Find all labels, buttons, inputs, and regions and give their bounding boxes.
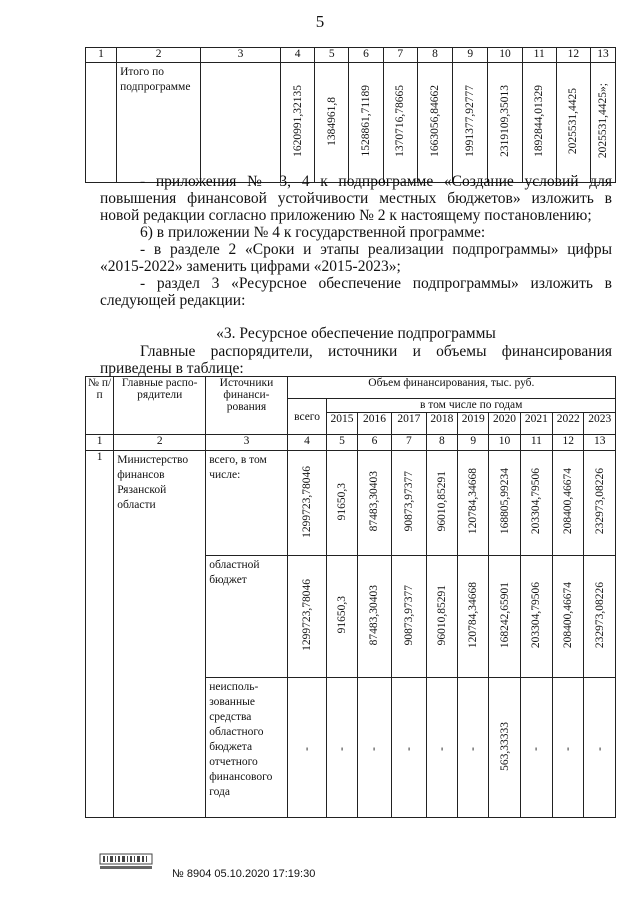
value-cell — [553, 451, 584, 556]
value-cell — [383, 63, 417, 183]
value: 1991377,92777 — [464, 85, 477, 157]
top-table-total-row — [86, 63, 616, 183]
value-cell — [489, 451, 520, 556]
col-number: 13 — [584, 435, 616, 451]
value: - — [530, 746, 543, 751]
col-number: 11 — [522, 48, 556, 63]
value: 91650,3 — [336, 482, 349, 521]
value: 232973,08226 — [593, 468, 606, 535]
value: 232973,08226 — [593, 581, 606, 649]
value: 1528861,71189 — [360, 85, 373, 157]
value-cell — [553, 556, 584, 678]
value: 96010,85291 — [435, 471, 448, 532]
value-cell — [453, 63, 488, 183]
value-cell — [392, 678, 426, 818]
col-number: 6 — [357, 435, 391, 451]
value: 120784,34668 — [467, 468, 480, 535]
value: 1620991,32135 — [291, 85, 304, 157]
value-cell — [287, 678, 327, 818]
value: 208400,46674 — [562, 581, 575, 649]
value-cell — [357, 451, 391, 556]
value: 168242,65901 — [498, 581, 511, 649]
year-header: 2019 — [458, 413, 489, 435]
header-total: всего — [287, 399, 327, 435]
document-stamp: № 8904 05.10.2020 17:19:30 — [172, 868, 316, 880]
value-cell — [488, 63, 522, 183]
header-managers: Главные распо-рядители — [114, 377, 206, 435]
value: 203304,79506 — [530, 581, 543, 649]
value: - — [402, 746, 415, 751]
header-volume: Объем финансирования, тыс. руб. — [287, 377, 615, 399]
value: 1299723,78046 — [301, 465, 314, 538]
value-cell — [520, 556, 552, 678]
value-cell — [489, 556, 520, 678]
value-cell — [327, 678, 357, 818]
funding-table — [85, 376, 616, 818]
intro-text: Главные распорядители, источники и объемы финансирования приведены в таблице: — [100, 343, 612, 377]
year-header: 2020 — [489, 413, 520, 435]
year-header: 2015 — [327, 413, 357, 435]
value-cell — [287, 451, 327, 556]
row-number: 1 — [86, 451, 114, 818]
col-number: 9 — [453, 48, 488, 63]
value: 1370716,78665 — [394, 85, 407, 157]
value: 90873,97377 — [402, 471, 415, 532]
value: - — [562, 746, 575, 751]
year-header: 2018 — [426, 413, 457, 435]
col-number: 10 — [489, 435, 520, 451]
row-total — [86, 451, 616, 556]
top-table — [85, 47, 616, 183]
value: 90873,97377 — [402, 584, 415, 646]
value-cell — [520, 451, 552, 556]
col-number: 2 — [117, 48, 201, 63]
manager-name: Министерство финансов Рязанской области — [114, 451, 206, 818]
amendments-text — [100, 173, 612, 309]
value: - — [301, 746, 314, 751]
value-cell — [584, 451, 616, 556]
value: 1384961,8 — [325, 96, 338, 146]
col-number: 1 — [86, 48, 117, 63]
col-number: 4 — [287, 435, 327, 451]
value: 120784,34668 — [467, 581, 480, 649]
value-cell — [327, 556, 357, 678]
top-table-col-numbers — [86, 48, 616, 63]
value: - — [593, 746, 606, 751]
year-header: 2022 — [553, 413, 584, 435]
section-heading: «3. Ресурсное обеспечение подпрограммы — [216, 325, 496, 342]
col-number: 3 — [206, 435, 288, 451]
source-label: всего, в том числе: — [206, 451, 288, 556]
value-cell — [287, 556, 327, 678]
col-number: 7 — [392, 435, 426, 451]
header-sources: Источники финанси-рования — [206, 377, 288, 435]
value: 87483,30403 — [368, 584, 381, 646]
value-cell — [280, 63, 314, 183]
col-number: 8 — [426, 435, 457, 451]
value-cell — [522, 63, 556, 183]
year-header: 2016 — [357, 413, 391, 435]
source-label: областной бюджет — [206, 556, 288, 678]
total-row-label: Итого по подпрограмме — [117, 63, 201, 183]
value: 2319109,35013 — [498, 85, 511, 157]
value: 2025531,4425»; — [597, 83, 609, 159]
col-number: 5 — [315, 48, 349, 63]
year-header: 2017 — [392, 413, 426, 435]
col-number: 11 — [520, 435, 552, 451]
year-header: 2021 — [520, 413, 552, 435]
value: 87483,30403 — [368, 471, 381, 532]
source-label: неисполь-зованные средства областного бюджета отчетного финансового года — [206, 678, 288, 818]
value: 96010,85291 — [435, 584, 448, 646]
value-cell — [315, 63, 349, 183]
year-header: 2023 — [584, 413, 616, 435]
value: 203304,79506 — [530, 468, 543, 535]
value-cell — [392, 451, 426, 556]
col-number: 8 — [417, 48, 452, 63]
value: 2025531,4425 — [567, 87, 580, 155]
value-cell — [556, 63, 590, 183]
col-numbers-row — [86, 435, 616, 451]
value-cell — [327, 451, 357, 556]
paragraph: - приложения № 3, 4 к подпрограмме «Создание условий для повышения финансовой устойчивости местных бюджетов» изложить в новой редакции согласно приложению № 2 к настоящему постановлению; — [100, 173, 612, 224]
paragraph: - раздел 3 «Ресурсное обеспечение подпрограммы» изложить в следующей редакции: — [100, 275, 612, 309]
value-cell — [426, 451, 457, 556]
value: - — [435, 746, 448, 751]
value-cell — [584, 556, 616, 678]
header-by-years: в том числе по годам — [327, 399, 616, 413]
value: 91650,3 — [336, 596, 349, 634]
value-cell — [591, 63, 616, 183]
value-cell — [417, 63, 452, 183]
value: - — [368, 746, 381, 751]
value: 1299723,78046 — [301, 579, 314, 651]
value-cell — [553, 678, 584, 818]
value-cell — [357, 678, 391, 818]
value: 208400,46674 — [562, 468, 575, 535]
col-number: 9 — [458, 435, 489, 451]
paragraph: - в разделе 2 «Сроки и этапы реализации подпрограммы» цифры «2015-2022» заменить цифрами «2015-2023»; — [100, 241, 612, 275]
col-number: 5 — [327, 435, 357, 451]
header-num: № п/п — [86, 377, 114, 435]
value: 1892844,01329 — [533, 85, 546, 157]
col-number: 12 — [553, 435, 584, 451]
value: 168805,99234 — [498, 468, 511, 535]
paragraph: 6) в приложении № 4 к государственной программе: — [140, 224, 486, 241]
value: 1663056,84662 — [428, 85, 441, 157]
value-cell — [392, 556, 426, 678]
col-number: 3 — [201, 48, 281, 63]
col-number: 10 — [488, 48, 522, 63]
value: - — [336, 746, 349, 751]
value: - — [467, 746, 480, 751]
value-cell — [520, 678, 552, 818]
value-cell — [584, 678, 616, 818]
value: 563,33333 — [498, 721, 511, 771]
col-number: 13 — [591, 48, 616, 63]
col-number: 12 — [556, 48, 590, 63]
col-number: 1 — [86, 435, 114, 451]
value-cell — [458, 451, 489, 556]
value-cell — [489, 678, 520, 818]
value-cell — [458, 678, 489, 818]
value-cell — [458, 556, 489, 678]
barcode-logo-icon — [98, 850, 154, 872]
value-cell — [426, 556, 457, 678]
col-number: 2 — [114, 435, 206, 451]
page-number: 5 — [315, 12, 325, 31]
col-number: 7 — [383, 48, 417, 63]
col-number: 6 — [349, 48, 383, 63]
value-cell — [426, 678, 457, 818]
col-number: 4 — [280, 48, 314, 63]
value-cell — [357, 556, 391, 678]
value-cell — [349, 63, 383, 183]
